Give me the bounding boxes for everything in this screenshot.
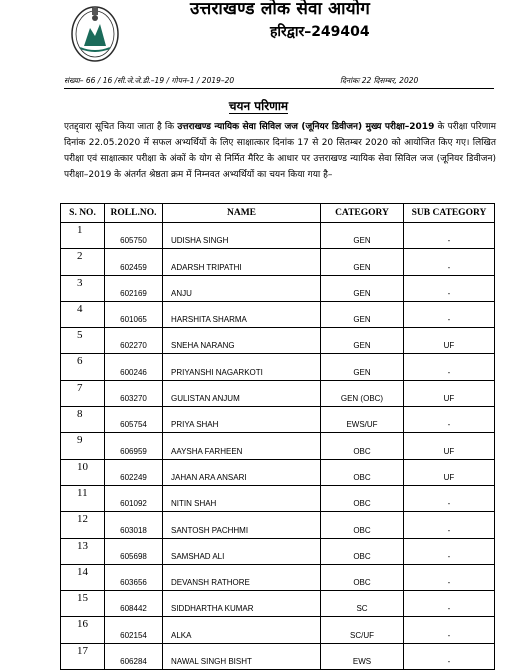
row-name: ALKA [163,617,321,643]
intro-part1: एतद्द्वारा सूचित किया जाता है कि [64,122,175,132]
row-sub-category: UF [404,459,495,485]
row-roll-number: 605750 [105,223,163,249]
row-name: AAYSHA FARHEEN [163,433,321,459]
header-divider [64,88,494,89]
notice-date: दिनांकः 22 दिसम्बर, 2020 [340,76,419,85]
row-sub-category: UF [404,380,495,406]
row-roll-number: 602154 [105,617,163,643]
table-row [61,433,495,459]
table-row [61,354,495,380]
row-sno: 7 [61,380,105,406]
row-sub-category: - [404,512,495,538]
row-name: UDISHA SINGH [163,223,321,249]
row-sub-category: - [404,223,495,249]
row-sub-category: - [404,301,495,327]
exam-name: उत्तराखण्ड न्यायिक सेवा सिविल जज (जूनियर डिवीजन) मुख्य परीक्षा–2019 [177,122,435,132]
row-sno: 10 [61,459,105,485]
row-sno: 14 [61,564,105,590]
table-row [61,512,495,538]
table-row [61,617,495,643]
row-sub-category: - [404,275,495,301]
row-roll-number: 603018 [105,512,163,538]
row-sno: 15 [61,591,105,617]
row-category: GEN [321,301,404,327]
row-name: SANTOSH PACHHMI [163,512,321,538]
row-category: EWS [321,643,404,669]
table-row [61,275,495,301]
row-category: OBC [321,538,404,564]
table-header-row [61,204,495,223]
table-row [61,459,495,485]
row-roll-number: 605698 [105,538,163,564]
row-sno: 16 [61,617,105,643]
table-row [61,538,495,564]
row-sub-category: - [404,407,495,433]
row-sno: 4 [61,301,105,327]
row-category: GEN [321,354,404,380]
row-sub-category: - [404,538,495,564]
row-category: EWS/UF [321,407,404,433]
commission-city: हरिद्वार–249404 [270,24,370,40]
row-category: SC/UF [321,617,404,643]
table-row [61,591,495,617]
row-name: HARSHITA SHARMA [163,301,321,327]
row-sub-category: UF [404,328,495,354]
row-category: GEN [321,328,404,354]
row-sno: 8 [61,407,105,433]
row-sub-category: - [404,617,495,643]
row-category: OBC [321,485,404,511]
row-name: ANJU [163,275,321,301]
row-sno: 11 [61,485,105,511]
row-category: OBC [321,459,404,485]
header-roll: ROLL.NO. [105,204,163,223]
row-roll-number: 605754 [105,407,163,433]
row-name: SNEHA NARANG [163,328,321,354]
row-roll-number: 606284 [105,643,163,669]
row-name: NAWAL SINGH BISHT [163,643,321,669]
row-roll-number: 602169 [105,275,163,301]
row-sub-category: - [404,485,495,511]
row-category: OBC [321,433,404,459]
row-sno: 2 [61,249,105,275]
row-roll-number: 600246 [105,354,163,380]
intro-part2: के परीक्षा परिणाम दिनांक 22.05.2020 में सफल अभ्यर्थियों के लिए साक्षात्कार दिनांक 17 से 20 सितम्बर 2020 को आयोजित किए गए। लिखित परीक्षा एवं साक्षात्कार परीक्षा के अंकों के योग से निर्मित मैरिट के आधार पर उत्तराखण्ड न्यायिक सेवा सिविल जज (जूनियर डिवीजन) परीक्षा–2019 के अंतर्गत श्रेष्ठता क्रम में निम्नवत अभ्यर्थियों का चयन किया गया है– [64,122,497,180]
table-row [61,407,495,433]
row-sno: 3 [61,275,105,301]
row-category: OBC [321,564,404,590]
header-sub-category: SUB CATEGORY [404,204,495,223]
row-name: NITIN SHAH [163,485,321,511]
row-sno: 6 [61,354,105,380]
table-row [61,643,495,669]
row-name: SAMSHAD ALI [163,538,321,564]
table-row [61,223,495,249]
row-category: GEN [321,275,404,301]
row-sub-category: - [404,564,495,590]
row-roll-number: 608442 [105,591,163,617]
row-name: SIDDHARTHA KUMAR [163,591,321,617]
row-sno: 5 [61,328,105,354]
row-category: GEN (OBC) [321,380,404,406]
row-sub-category: UF [404,433,495,459]
table-row [61,485,495,511]
row-roll-number: 603656 [105,564,163,590]
row-roll-number: 606959 [105,433,163,459]
table-row [61,328,495,354]
row-sub-category: - [404,643,495,669]
row-category: OBC [321,512,404,538]
row-name: GULISTAN ANJUM [163,380,321,406]
commission-title: उत्तराखण्ड लोक सेवा आयोग [190,0,370,19]
header-sno: S. NO. [61,204,105,223]
intro-paragraph [64,119,496,183]
row-name: PRIYANSHI NAGARKOTI [163,354,321,380]
header-category: CATEGORY [321,204,404,223]
row-name: ADARSH TRIPATHI [163,249,321,275]
table-row [61,249,495,275]
selection-results-table [60,203,495,670]
row-roll-number: 602249 [105,459,163,485]
row-sub-category: - [404,249,495,275]
row-roll-number: 602459 [105,249,163,275]
row-category: SC [321,591,404,617]
row-roll-number: 601092 [105,485,163,511]
row-category: GEN [321,223,404,249]
row-sno: 17 [61,643,105,669]
row-sno: 12 [61,512,105,538]
row-sub-category: - [404,354,495,380]
header-name: NAME [163,204,321,223]
row-sno: 13 [61,538,105,564]
row-sub-category: - [404,591,495,617]
row-category: GEN [321,249,404,275]
row-roll-number: 603270 [105,380,163,406]
row-name: JAHAN ARA ANSARI [163,459,321,485]
table-row [61,380,495,406]
subject-heading: चयन परिणाम [228,99,289,113]
reference-number: संख्या– 66 / 16 /सी.जे.जे.डी.–19 / गोपन–1 / 2019–20 [64,76,235,85]
table-row [61,301,495,327]
row-roll-number: 601065 [105,301,163,327]
row-name: DEVANSH RATHORE [163,564,321,590]
row-sno: 1 [61,223,105,249]
commission-emblem-icon [70,4,120,62]
row-name: PRIYA SHAH [163,407,321,433]
row-sno: 9 [61,433,105,459]
table-row [61,564,495,590]
row-roll-number: 602270 [105,328,163,354]
